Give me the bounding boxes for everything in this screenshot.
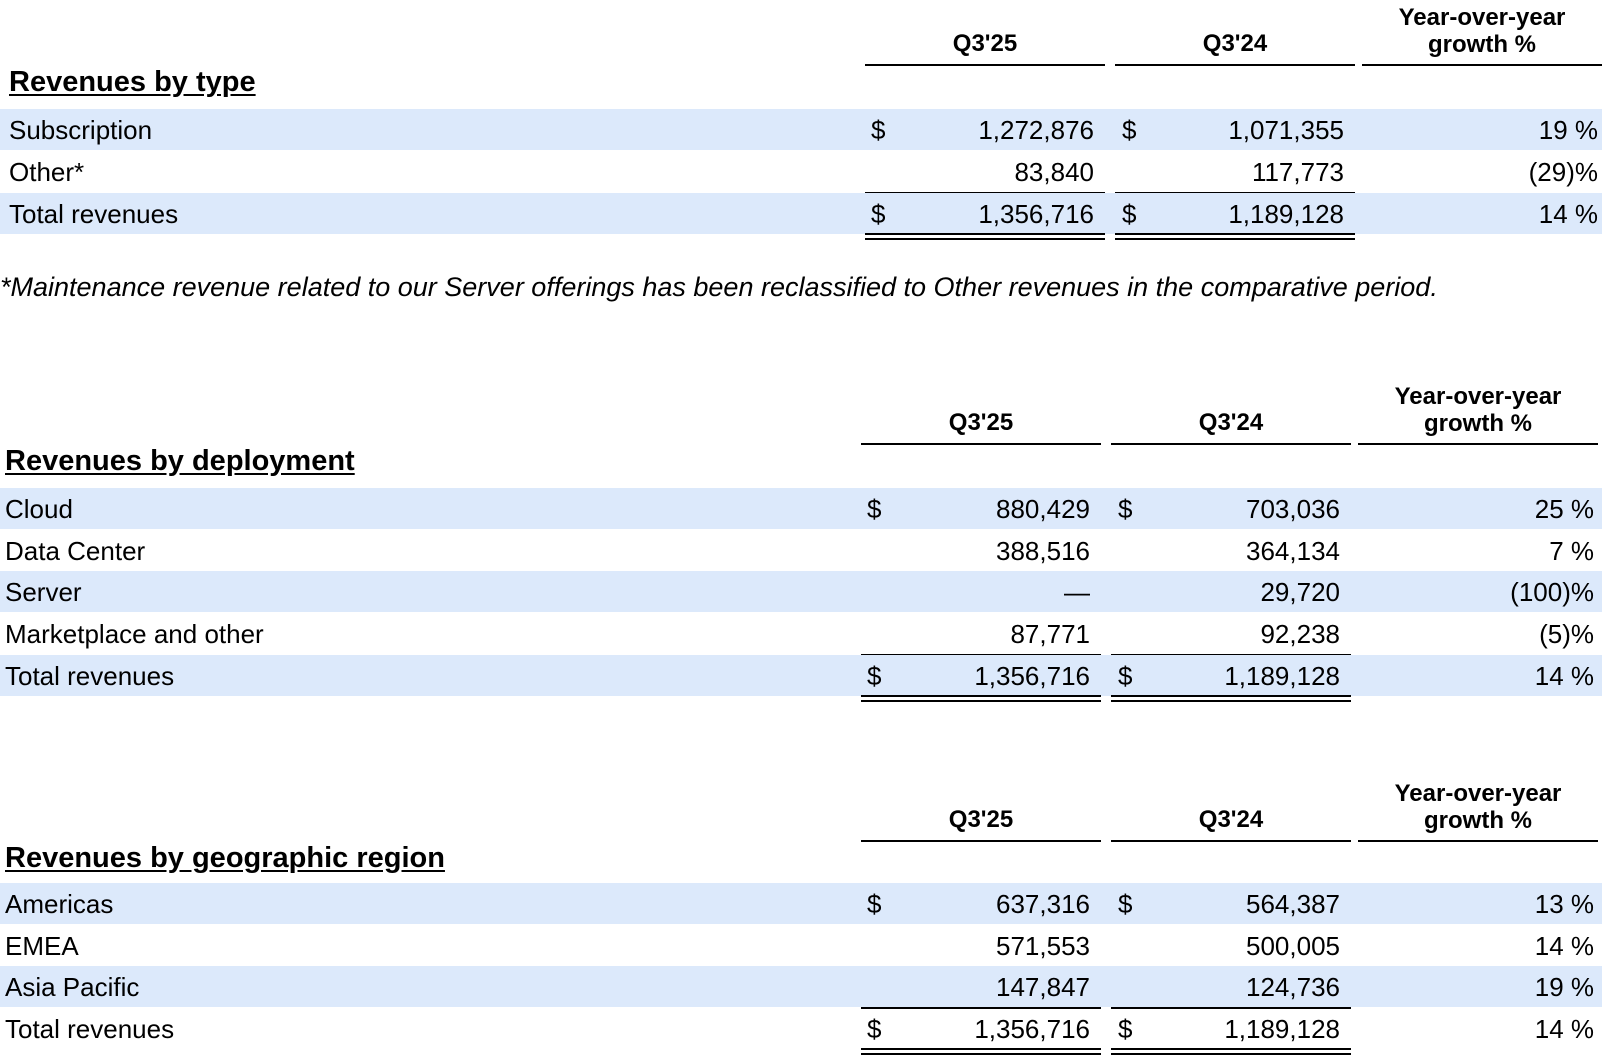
yoy-growth: (29)% [1528, 157, 1598, 187]
header-underline [1362, 64, 1602, 66]
table-row [0, 151, 1602, 192]
table-row-total [0, 1008, 1602, 1049]
yoy-growth: 14 % [1538, 199, 1598, 229]
yoy-growth: 14 % [1534, 1014, 1594, 1044]
value-q3-25: 83,840 [1014, 157, 1094, 187]
section-title: Revenues by geographic region [5, 842, 445, 874]
value-q3-24: 124,736 [1246, 972, 1340, 1002]
yoy-growth: 7 % [1549, 536, 1594, 566]
row-label: Subscription [9, 115, 153, 145]
yoy-growth: 25 % [1534, 494, 1594, 524]
value-q3-24: 364,134 [1246, 536, 1340, 566]
total-double-underline [861, 1048, 1101, 1055]
value-q3-24: 1,189,128 [1224, 1014, 1340, 1044]
value-q3-25: — [1064, 577, 1090, 607]
row-label: Total revenues [5, 1014, 175, 1044]
header-underline [1358, 840, 1598, 842]
dollar-sign: $ [1122, 199, 1137, 229]
yoy-growth: 19 % [1534, 972, 1594, 1002]
table-row [0, 883, 1602, 924]
row-label: EMEA [5, 931, 79, 961]
table-row [0, 925, 1602, 966]
header-yoy-line1: Year-over-year [1398, 4, 1566, 31]
table-row-total [0, 655, 1602, 696]
dollar-sign: $ [1122, 115, 1137, 145]
value-q3-24: 1,071,355 [1228, 115, 1344, 145]
dollar-sign: $ [867, 889, 882, 919]
total-double-underline [1111, 1048, 1351, 1055]
dollar-sign: $ [867, 661, 882, 691]
header-yoy-line2: growth % [1424, 807, 1532, 834]
value-q3-25: 388,516 [996, 536, 1090, 566]
row-label: Server [5, 577, 82, 607]
dollar-sign: $ [867, 494, 882, 524]
value-q3-25: 1,356,716 [974, 661, 1090, 691]
dollar-sign: $ [1118, 889, 1133, 919]
header-underline [1111, 443, 1351, 445]
dollar-sign: $ [871, 115, 886, 145]
header-q3-24: Q3'24 [1202, 30, 1268, 57]
row-label: Other* [9, 157, 85, 187]
value-q3-24: 1,189,128 [1224, 661, 1340, 691]
header-underline [861, 840, 1101, 842]
total-double-underline [1115, 233, 1355, 240]
row-label: Asia Pacific [5, 972, 140, 1002]
value-q3-25: 571,553 [996, 931, 1090, 961]
table-row-total [0, 193, 1602, 234]
header-q3-25: Q3'25 [952, 30, 1018, 57]
yoy-growth: (5)% [1539, 619, 1594, 649]
header-underline [861, 443, 1101, 445]
table-row [0, 530, 1602, 571]
header-underline [1358, 443, 1598, 445]
value-q3-24: 703,036 [1246, 494, 1340, 524]
total-double-underline [1111, 695, 1351, 702]
value-q3-24: 117,773 [1251, 157, 1344, 187]
table-row [0, 571, 1602, 612]
header-yoy-line2: growth % [1424, 410, 1532, 437]
header-q3-24: Q3'24 [1198, 409, 1264, 436]
footnote: *Maintenance revenue related to our Server offerings has been reclassified to Other revenues in the comparative period. [0, 272, 1438, 302]
header-yoy-line1: Year-over-year [1394, 780, 1562, 807]
header-q3-25: Q3'25 [948, 806, 1014, 833]
value-q3-24: 29,720 [1260, 577, 1340, 607]
section-title: Revenues by type [9, 66, 256, 98]
dollar-sign: $ [871, 199, 886, 229]
row-label: Marketplace and other [5, 619, 264, 649]
header-underline [865, 64, 1105, 66]
header-yoy-line1: Year-over-year [1394, 383, 1562, 410]
row-label: Total revenues [5, 661, 175, 691]
table-row [0, 109, 1602, 150]
table-row [0, 966, 1602, 1007]
value-q3-25: 1,356,716 [974, 1014, 1090, 1044]
total-double-underline [861, 695, 1101, 702]
section-title: Revenues by deployment [5, 445, 355, 477]
dollar-sign: $ [867, 1014, 882, 1044]
value-q3-24: 92,238 [1260, 619, 1340, 649]
dollar-sign: $ [1118, 1014, 1133, 1044]
value-q3-25: 1,272,876 [978, 115, 1094, 145]
row-label: Cloud [5, 494, 73, 524]
header-underline [1111, 840, 1351, 842]
value-q3-25: 880,429 [996, 494, 1090, 524]
yoy-growth: 13 % [1534, 889, 1594, 919]
value-q3-24: 564,387 [1246, 889, 1340, 919]
table-row [0, 488, 1602, 529]
dollar-sign: $ [1118, 661, 1133, 691]
table-row [0, 613, 1602, 654]
value-q3-25: 637,316 [996, 889, 1090, 919]
total-double-underline [865, 233, 1105, 240]
row-label: Data Center [5, 536, 146, 566]
header-q3-24: Q3'24 [1198, 806, 1264, 833]
yoy-growth: 19 % [1538, 115, 1598, 145]
row-label: Americas [5, 889, 114, 919]
header-underline [1115, 64, 1355, 66]
value-q3-25: 1,356,716 [978, 199, 1094, 229]
yoy-growth: 14 % [1534, 931, 1594, 961]
yoy-growth: 14 % [1534, 661, 1594, 691]
value-q3-25: 147,847 [996, 972, 1090, 1002]
value-q3-24: 500,005 [1246, 931, 1340, 961]
value-q3-24: 1,189,128 [1228, 199, 1344, 229]
yoy-growth: (100)% [1510, 577, 1594, 607]
header-q3-25: Q3'25 [948, 409, 1014, 436]
header-yoy-line2: growth % [1428, 31, 1536, 58]
dollar-sign: $ [1118, 494, 1133, 524]
row-label: Total revenues [9, 199, 179, 229]
value-q3-25: 87,771 [1010, 619, 1090, 649]
